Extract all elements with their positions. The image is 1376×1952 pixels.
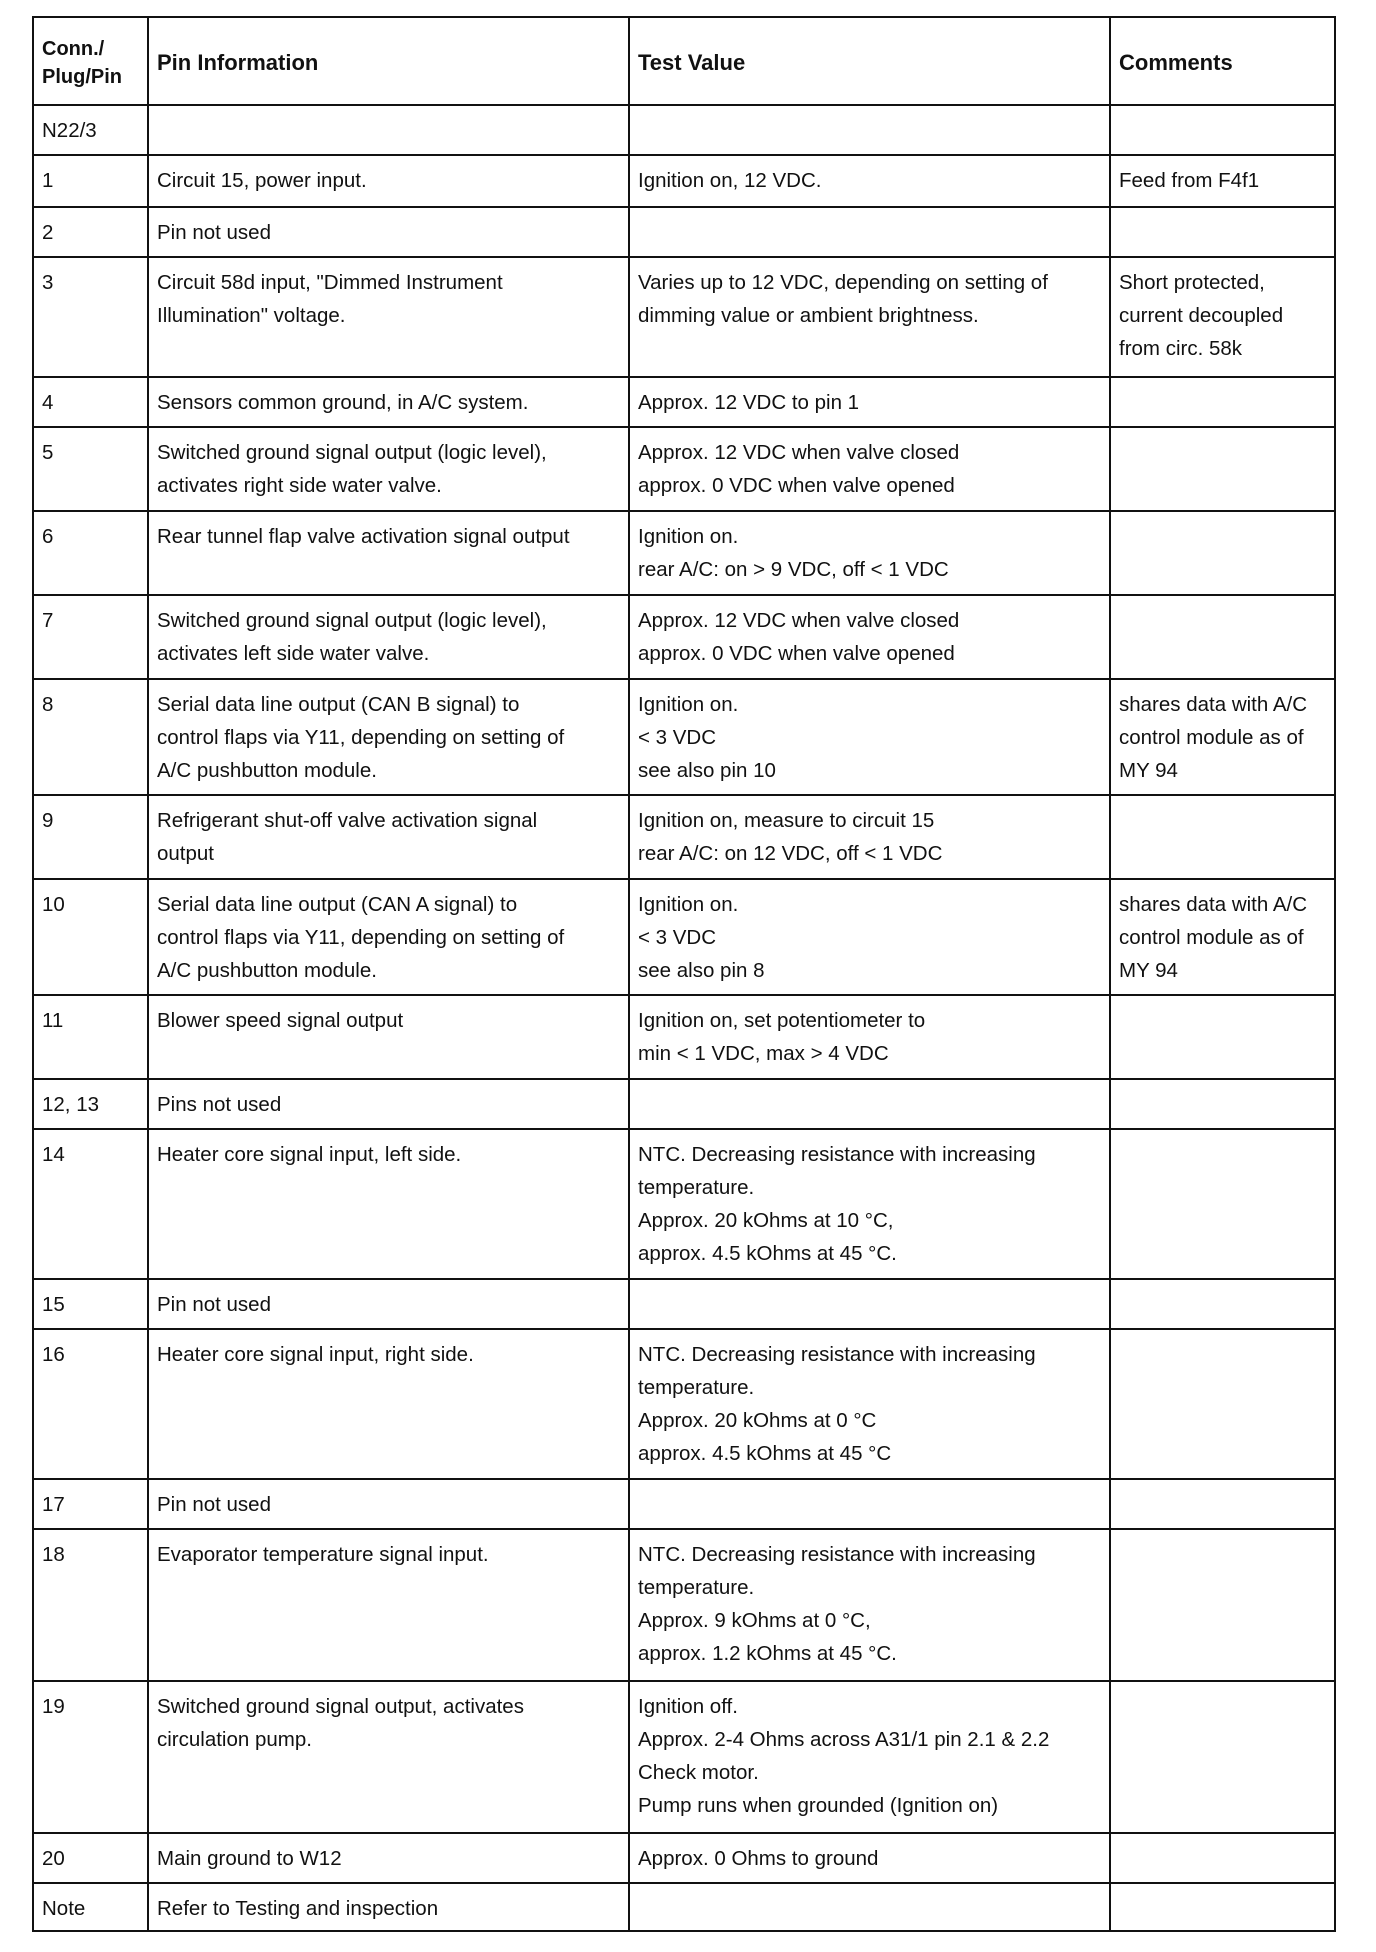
test-value-cell <box>629 207 1110 257</box>
comments-cell <box>1110 1529 1335 1681</box>
table-row <box>33 1529 1335 1681</box>
pin-info-cell-line: Pin not used <box>157 1293 271 1316</box>
table-row <box>33 207 1335 257</box>
test-value-cell-line: NTC. Decreasing resistance with increasing <box>638 1143 1036 1166</box>
table-row <box>33 427 1335 511</box>
test-value-cell-line: NTC. Decreasing resistance with increasing <box>638 1543 1036 1566</box>
pin-info-cell <box>148 795 629 879</box>
test-value-cell <box>629 1479 1110 1529</box>
test-value-cell-line: Approx. 20 kOhms at 0 °C <box>638 1409 877 1432</box>
pin-info-cell <box>148 1833 629 1883</box>
test-value-cell-line: approx. 1.2 kOhms at 45 °C. <box>638 1642 897 1665</box>
test-value-cell-line: Check motor. <box>638 1761 759 1784</box>
pin-cell: 10 <box>33 879 148 995</box>
pin-cell: 7 <box>33 595 148 679</box>
comments-cell <box>1110 257 1335 377</box>
test-value-cell <box>629 1833 1110 1883</box>
pin-cell: 2 <box>33 207 148 257</box>
pin-info-cell-line: Pins not used <box>157 1093 282 1116</box>
test-value-cell <box>629 795 1110 879</box>
table-row <box>33 1129 1335 1279</box>
pin-info-cell <box>148 1883 629 1931</box>
test-value-cell <box>629 1883 1110 1931</box>
test-value-cell <box>629 679 1110 795</box>
table-row <box>33 595 1335 679</box>
pin-info-cell <box>148 1329 629 1479</box>
comments-cell-line: shares data with A/C <box>1119 893 1308 916</box>
pin-info-cell <box>148 1479 629 1529</box>
test-value-cell <box>629 511 1110 595</box>
table-row <box>33 155 1335 207</box>
table-body <box>33 105 1335 1931</box>
test-value-cell <box>629 105 1110 155</box>
header-conn <box>33 17 148 105</box>
pin-info-cell-line: circulation pump. <box>157 1728 312 1751</box>
pin-info-cell-line: Blower speed signal output <box>157 1009 404 1032</box>
pin-info-cell-line: Pin not used <box>157 1493 271 1516</box>
test-value-cell-line: NTC. Decreasing resistance with increasing <box>638 1343 1036 1366</box>
comments-cell <box>1110 207 1335 257</box>
pin-info-cell <box>148 679 629 795</box>
test-value-cell-line: see also pin 8 <box>638 959 765 982</box>
comments-cell <box>1110 511 1335 595</box>
test-value-cell <box>629 1529 1110 1681</box>
pin-cell: 17 <box>33 1479 148 1529</box>
comments-cell-line: MY 94 <box>1119 759 1178 782</box>
comments-cell-line: from circ. 58k <box>1119 337 1243 360</box>
test-value-cell <box>629 427 1110 511</box>
header-conn-line-2: Plug/Pin <box>42 66 122 88</box>
comments-cell-line: control module as of <box>1119 926 1304 949</box>
pin-cell: 1 <box>33 155 148 207</box>
comments-cell <box>1110 1833 1335 1883</box>
test-value-cell-line: < 3 VDC <box>638 926 717 949</box>
comments-cell <box>1110 427 1335 511</box>
test-value-cell-line: approx. 4.5 kOhms at 45 °C <box>638 1442 892 1465</box>
table-row <box>33 1681 1335 1833</box>
table-row <box>33 511 1335 595</box>
header-conn-line-1: Conn./ <box>42 38 105 60</box>
table-row <box>33 1079 1335 1129</box>
test-value-cell-line: temperature. <box>638 1576 755 1599</box>
pin-info-cell <box>148 257 629 377</box>
comments-cell <box>1110 679 1335 795</box>
pin-cell: 6 <box>33 511 148 595</box>
pin-info-cell <box>148 1079 629 1129</box>
pin-info-cell-line: A/C pushbutton module. <box>157 959 377 982</box>
test-value-cell-line: approx. 0 VDC when valve opened <box>638 642 955 665</box>
pin-info-cell <box>148 595 629 679</box>
pin-cell: 14 <box>33 1129 148 1279</box>
test-value-cell <box>629 155 1110 207</box>
comments-cell <box>1110 1883 1335 1931</box>
comments-cell <box>1110 1129 1335 1279</box>
comments-cell-line: control module as of <box>1119 726 1304 749</box>
test-value-cell-line: Approx. 12 VDC when valve closed <box>638 441 960 464</box>
test-value-cell <box>629 879 1110 995</box>
table-row <box>33 257 1335 377</box>
test-value-cell-line: dimming value or ambient brightness. <box>638 304 979 327</box>
test-value-cell-line: Approx. 9 kOhms at 0 °C, <box>638 1609 871 1632</box>
table-row <box>33 1883 1335 1931</box>
test-value-cell-line: rear A/C: on > 9 VDC, off < 1 VDC <box>638 558 949 581</box>
comments-cell <box>1110 377 1335 427</box>
pin-info-cell-line: Refrigerant shut-off valve activation signal <box>157 809 538 832</box>
pin-info-cell-line: A/C pushbutton module. <box>157 759 377 782</box>
comments-cell <box>1110 155 1335 207</box>
comments-cell-line: current decoupled <box>1119 304 1284 327</box>
pin-table <box>32 16 1336 1932</box>
pin-info-cell-line: Serial data line output (CAN A signal) to <box>157 893 518 916</box>
pin-info-cell-line: Illumination" voltage. <box>157 304 346 327</box>
pin-info-cell-line: activates right side water valve. <box>157 474 442 497</box>
test-value-cell-line: Ignition on. <box>638 893 739 916</box>
test-value-cell-line: Ignition on, measure to circuit 15 <box>638 809 935 832</box>
pin-cell: N22/3 <box>33 105 148 155</box>
pin-cell: 20 <box>33 1833 148 1883</box>
comments-cell <box>1110 1079 1335 1129</box>
pin-info-cell-line: output <box>157 842 214 865</box>
test-value-cell-line: Ignition on. <box>638 693 739 716</box>
pin-cell: 11 <box>33 995 148 1079</box>
test-value-cell <box>629 257 1110 377</box>
test-value-cell-line: Approx. 20 kOhms at 10 °C, <box>638 1209 894 1232</box>
test-value-cell-line: Approx. 12 VDC to pin 1 <box>638 391 860 414</box>
table-row <box>33 1329 1335 1479</box>
comments-cell-line: Feed from F4f1 <box>1119 169 1260 192</box>
pin-info-cell-line: Sensors common ground, in A/C system. <box>157 391 529 414</box>
pin-info-cell-line: Switched ground signal output (logic level), <box>157 441 547 464</box>
comments-cell <box>1110 105 1335 155</box>
pin-info-cell-line: Evaporator temperature signal input. <box>157 1543 489 1566</box>
comments-cell <box>1110 1479 1335 1529</box>
comments-cell-line: shares data with A/C <box>1119 693 1308 716</box>
comments-cell-line: MY 94 <box>1119 959 1178 982</box>
pin-cell: 12, 13 <box>33 1079 148 1129</box>
comments-cell <box>1110 1681 1335 1833</box>
test-value-cell-line: Ignition on. <box>638 525 739 548</box>
pin-info-cell-line: Serial data line output (CAN B signal) to <box>157 693 520 716</box>
pin-info-cell <box>148 105 629 155</box>
pin-info-cell-line: activates left side water valve. <box>157 642 430 665</box>
test-value-cell-line: Ignition off. <box>638 1695 738 1718</box>
table-row <box>33 1279 1335 1329</box>
test-value-cell-line: approx. 0 VDC when valve opened <box>638 474 955 497</box>
header-pin-info: Pin Information <box>148 17 629 105</box>
comments-cell-line: Short protected, <box>1119 271 1265 294</box>
comments-cell <box>1110 595 1335 679</box>
test-value-cell <box>629 1681 1110 1833</box>
pin-info-cell-line: Circuit 15, power input. <box>157 169 367 192</box>
test-value-cell <box>629 1329 1110 1479</box>
test-value-cell <box>629 595 1110 679</box>
pin-info-cell-line: Refer to Testing and inspection <box>157 1897 439 1920</box>
pin-cell: 18 <box>33 1529 148 1681</box>
test-value-cell <box>629 1279 1110 1329</box>
test-value-cell-line: Varies up to 12 VDC, depending on setting of <box>638 271 1048 294</box>
pin-cell: 16 <box>33 1329 148 1479</box>
pin-cell: 3 <box>33 257 148 377</box>
table-row <box>33 679 1335 795</box>
test-value-cell <box>629 1129 1110 1279</box>
header-row <box>33 17 1335 105</box>
comments-cell <box>1110 1279 1335 1329</box>
table-row <box>33 377 1335 427</box>
pin-info-cell-line: Switched ground signal output, activates <box>157 1695 524 1718</box>
table-row <box>33 105 1335 155</box>
pin-info-cell-line: Rear tunnel flap valve activation signal output <box>157 525 570 548</box>
test-value-cell-line: min < 1 VDC, max > 4 VDC <box>638 1042 889 1065</box>
test-value-cell-line: Approx. 12 VDC when valve closed <box>638 609 960 632</box>
test-value-cell <box>629 995 1110 1079</box>
test-value-cell-line: Approx. 2-4 Ohms across A31/1 pin 2.1 & 2.2 <box>638 1728 1050 1751</box>
pin-cell: Note <box>33 1883 148 1931</box>
test-value-cell-line: Approx. 0 Ohms to ground <box>638 1847 879 1870</box>
pin-info-cell-line: Pin not used <box>157 221 271 244</box>
pin-cell: 4 <box>33 377 148 427</box>
header-comments: Comments <box>1110 17 1335 105</box>
test-value-cell-line: approx. 4.5 kOhms at 45 °C. <box>638 1242 897 1265</box>
pin-info-cell-line: Switched ground signal output (logic level), <box>157 609 547 632</box>
test-value-cell <box>629 1079 1110 1129</box>
comments-cell <box>1110 795 1335 879</box>
test-value-cell-line: rear A/C: on 12 VDC, off < 1 VDC <box>638 842 943 865</box>
pin-info-cell <box>148 1129 629 1279</box>
table-row <box>33 795 1335 879</box>
pin-info-cell <box>148 511 629 595</box>
pin-info-cell-line: control flaps via Y11, depending on setting of <box>157 926 565 949</box>
pin-cell: 9 <box>33 795 148 879</box>
comments-cell <box>1110 995 1335 1079</box>
pin-cell: 8 <box>33 679 148 795</box>
pin-cell: 15 <box>33 1279 148 1329</box>
header-test-value: Test Value <box>629 17 1110 105</box>
test-value-cell-line: Ignition on, set potentiometer to <box>638 1009 926 1032</box>
pin-info-cell-line: Circuit 58d input, "Dimmed Instrument <box>157 271 503 294</box>
test-value-cell-line: temperature. <box>638 1376 755 1399</box>
table-row <box>33 1479 1335 1529</box>
pin-info-cell <box>148 995 629 1079</box>
table-row <box>33 995 1335 1079</box>
pin-info-cell <box>148 427 629 511</box>
pin-info-cell <box>148 155 629 207</box>
comments-cell <box>1110 1329 1335 1479</box>
pin-info-cell-line: Heater core signal input, right side. <box>157 1343 474 1366</box>
pin-info-cell-line: control flaps via Y11, depending on setting of <box>157 726 565 749</box>
test-value-cell-line: Ignition on, 12 VDC. <box>638 169 822 192</box>
pin-info-cell <box>148 879 629 995</box>
pin-info-cell <box>148 207 629 257</box>
test-value-cell-line: see also pin 10 <box>638 759 776 782</box>
table-row <box>33 879 1335 995</box>
test-value-cell-line: temperature. <box>638 1176 755 1199</box>
test-value-cell <box>629 377 1110 427</box>
pin-info-cell-line: Main ground to W12 <box>157 1847 342 1870</box>
pin-info-cell <box>148 1279 629 1329</box>
pin-info-cell <box>148 1529 629 1681</box>
test-value-cell-line: Pump runs when grounded (Ignition on) <box>638 1794 999 1817</box>
pin-info-cell <box>148 1681 629 1833</box>
pin-cell: 19 <box>33 1681 148 1833</box>
pin-info-cell <box>148 377 629 427</box>
table-row <box>33 1833 1335 1883</box>
pin-cell: 5 <box>33 427 148 511</box>
pin-info-cell-line: Heater core signal input, left side. <box>157 1143 462 1166</box>
comments-cell <box>1110 879 1335 995</box>
test-value-cell-line: < 3 VDC <box>638 726 717 749</box>
